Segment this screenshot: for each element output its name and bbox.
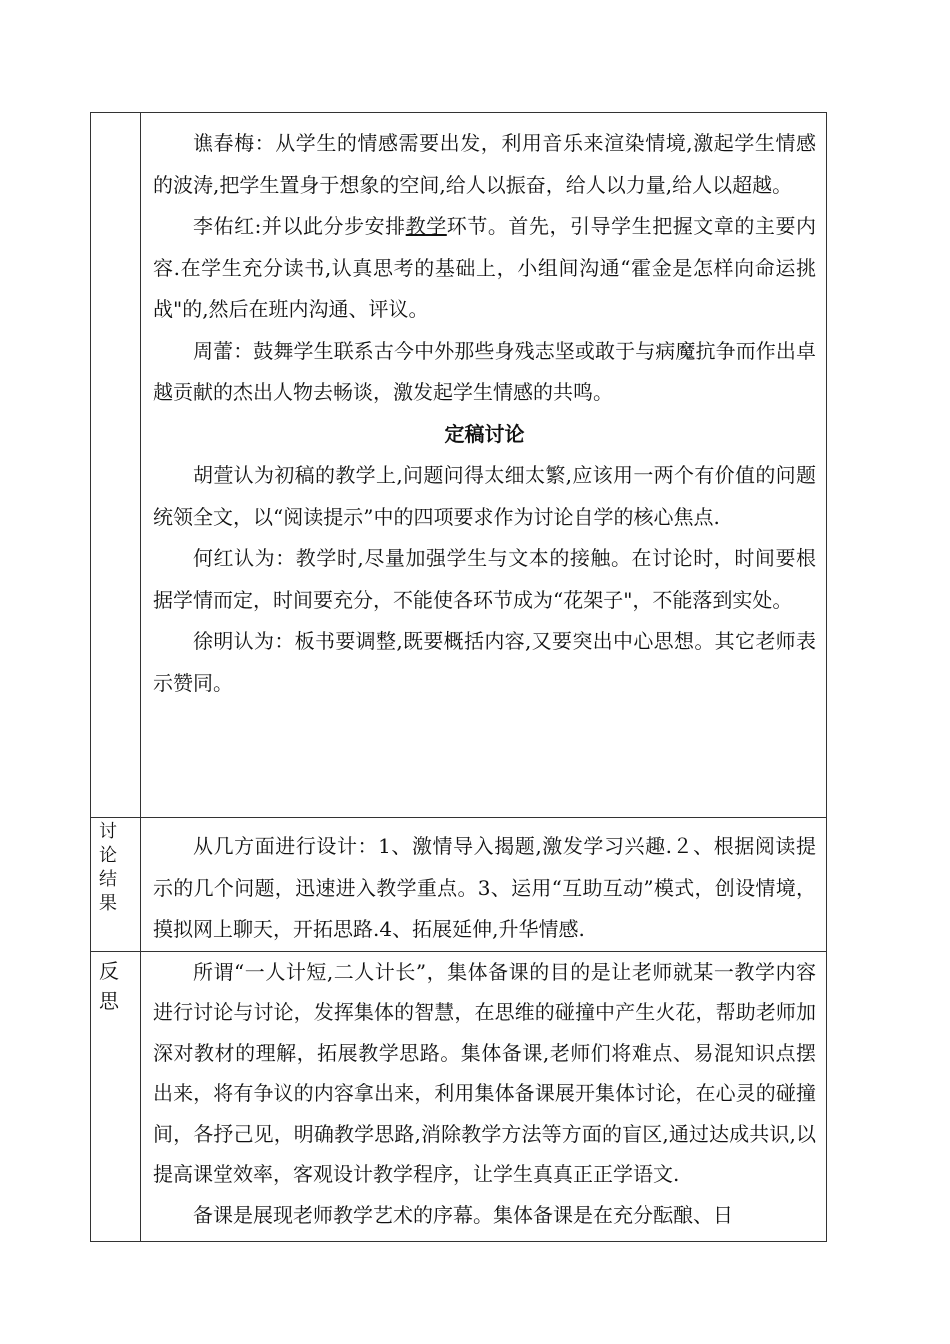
paragraph: 徐明认为：板书要调整,既要概括内容,又要突出中心思想。其它老师表示赞同。 [153,629,816,695]
table-row [91,951,827,1241]
label-char: 反 [99,958,119,983]
lesson-discussion-table [90,112,827,1242]
section-subtitle: 定稿讨论 [444,421,525,446]
result-content-cell [141,818,827,952]
underlined-term: 教学 [405,214,447,238]
table-row [91,113,827,818]
text-run: 环节。首先，引导学生把握文章的主要内容.在学生充分读书,认真思考的基础上，小组间沟通“霍金是怎样向命运挑战"的,然后在班内沟通、评议。 [153,214,817,321]
row-label-discussion-result [91,818,141,952]
paragraph: 备课是展现老师教学艺术的序幕。集体备课是在充分酝酿、日 [193,1202,733,1227]
paragraph: 谯春梅：从学生的情感需要出发，利用音乐来渲染情境,激起学生情感的波涛,把学生置身于想象的空间,给人以振奋，给人以力量,给人以超越。 [153,131,816,197]
row-label-empty [91,113,141,818]
row-label-reflection [91,951,141,1241]
label-char: 讨 [99,821,117,842]
paragraph: 从几方面进行设计：1、激情导入揭题,激发学习兴趣.２、根据阅读提示的几个问题，迅速进入教学重点。3、运用“互助互动”模式，创设情境，摸拟网上聊天，开拓思路.4、拓展延伸,升华情感. [153,834,816,941]
paragraph: 何红认为：教学时,尽量加强学生与文本的接触。在讨论时，时间要根据学情而定，时间要充分，不能使各环节成为“花架子"，不能落到实处。 [153,546,816,612]
text-run: 李佑红:并以此分步安排 [193,214,406,238]
label-char: 果 [99,893,117,914]
reflection-content-cell [141,951,827,1241]
paragraph: 周蕾：鼓舞学生联系古今中外那些身残志坚或敢于与病魔抗争而作出卓越贡献的杰出人物去畅谈，激发起学生情感的共鸣。 [153,338,816,404]
label-char: 论 [99,845,117,866]
label-char: 结 [99,869,117,890]
discussion-content-cell [141,113,827,818]
paragraph [153,206,816,331]
label-char: 思 [99,988,119,1013]
table-row [91,818,827,952]
paragraph: 胡萱认为初稿的教学上,问题问得太细太繁,应该用一两个有价值的问题统领全文，以“阅读提示”中的四项要求作为讨论自学的核心焦点. [153,463,816,529]
paragraph: 所谓“一人计短,二人计长”，集体备课的目的是让老师就某一教学内容进行讨论与讨论，发挥集体的智慧，在思维的碰撞中产生火花，帮助老师加深对教材的理解，拓展教学思路。集体备课,老师们将难点、易混知识点摆出来，将有争议的内容拿出来，利用集体备课展开集体讨论，在心灵的碰撞间，各抒己见，明确教学思路,消除教学方法等方面的盲区,通过达成共识,以提高课堂效率，客观设计教学程序，让学生真真正正学语文. [153,959,816,1186]
